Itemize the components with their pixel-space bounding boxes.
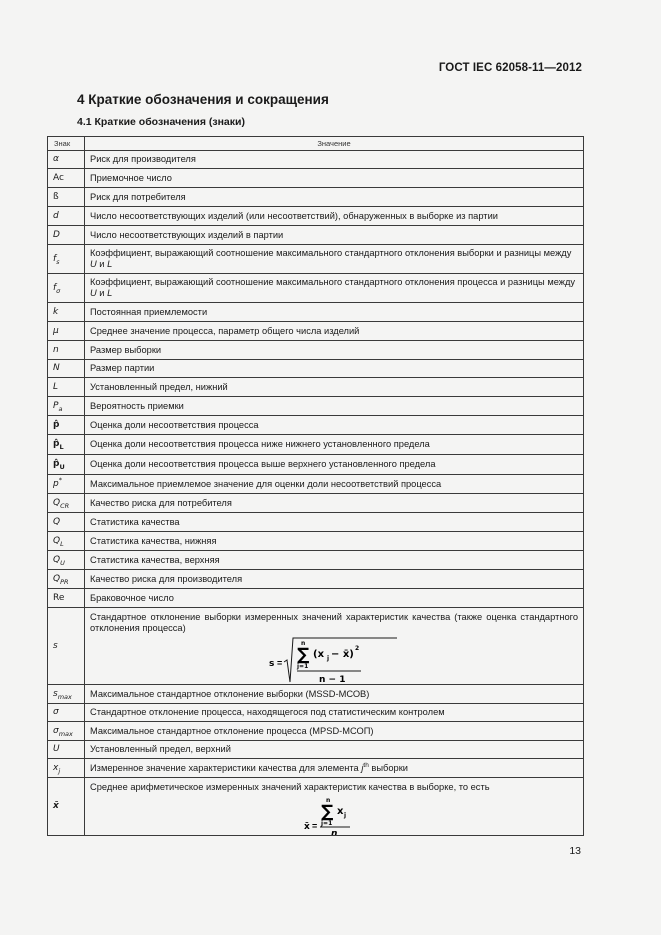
- meaning-text: [90, 173, 578, 184]
- meaning-text: [90, 536, 578, 547]
- table-row: [48, 274, 584, 303]
- sum-lower-limit: j=1: [321, 820, 333, 827]
- symbol-cell: [48, 778, 85, 836]
- meaning-cell: [85, 513, 584, 532]
- meaning-text: [90, 689, 578, 700]
- symbol-cell: [48, 226, 85, 245]
- table-row: [48, 416, 584, 435]
- meaning-text-main: Статистика качества, верхняя: [90, 554, 220, 565]
- symbol-text: s: [53, 688, 58, 699]
- symbol-subscript: a: [58, 404, 63, 413]
- sum-symbol: ∑: [321, 802, 334, 822]
- formula-lhs: x̄: [304, 822, 310, 832]
- formula-lhs: s: [269, 659, 275, 669]
- formula-term-rest: − x̄): [331, 649, 354, 660]
- table-row: [48, 513, 584, 532]
- std-dev-formula-graphic: [269, 636, 399, 684]
- symbol-cell: [48, 322, 85, 341]
- meaning-text-main: Стандартное отклонение процесса, находящегося под статистическим контролем: [90, 707, 445, 717]
- symbol-cell: [48, 397, 85, 416]
- table-row: [48, 704, 584, 722]
- meaning-cell: [85, 532, 584, 551]
- mean-formula: [90, 795, 578, 835]
- table-row: [48, 378, 584, 397]
- symbol-subscript: max: [58, 729, 73, 738]
- sum-upper-limit: n: [301, 640, 306, 647]
- symbol-text: x: [53, 762, 59, 773]
- formula-term: x: [337, 806, 344, 817]
- symbol-text: P: [53, 400, 59, 411]
- symbol-text: L: [53, 381, 59, 392]
- symbol-text: μ: [53, 325, 59, 336]
- table-row: [48, 551, 584, 570]
- mean-formula-graphic: [304, 795, 364, 835]
- table-row: [48, 169, 584, 188]
- meaning-cell: [85, 188, 584, 207]
- meaning-text: [90, 498, 578, 509]
- symbol-text: p̂: [53, 439, 60, 449]
- symbol-cell: [48, 151, 85, 169]
- symbol-cell: [48, 551, 85, 570]
- meaning-text: [90, 154, 578, 165]
- symbol-text: Q: [53, 497, 61, 508]
- table-row: [48, 245, 584, 274]
- symbol-cell: [48, 455, 85, 475]
- symbol-cell: [48, 341, 85, 360]
- meaning-text: [90, 726, 578, 737]
- table-row: [48, 151, 584, 169]
- meaning-text: [90, 574, 578, 585]
- symbol-cell: [48, 245, 85, 274]
- table-row: [48, 608, 584, 685]
- symbol-text: σ: [53, 725, 59, 736]
- meaning-cell: [85, 589, 584, 608]
- symbol-cell: [48, 169, 85, 188]
- symbol-text: D: [53, 229, 60, 240]
- meaning-text-main: Вероятность приемки: [90, 400, 184, 411]
- meaning-text: [90, 420, 578, 431]
- meaning-text-main: Качество риска для потребителя: [90, 497, 232, 508]
- symbol-cell: [48, 207, 85, 226]
- limit-symbol: U: [90, 288, 97, 298]
- meaning-text: [90, 248, 578, 270]
- meaning-cell: [85, 341, 584, 360]
- symbol-cell: [48, 494, 85, 513]
- symbol-text: f: [53, 253, 57, 264]
- meaning-text: [90, 608, 578, 634]
- formula-term-subscript: j: [327, 655, 330, 662]
- symbol-subscript: CR: [60, 501, 70, 510]
- meaning-text-main: Оценка доли несоответствия процесса выше верхнего установленного предела: [90, 459, 436, 469]
- subsection-title: 4.1 Краткие обозначения (знаки): [77, 116, 245, 128]
- symbol-text: α: [53, 154, 59, 164]
- meaning-text: [90, 230, 578, 241]
- meaning-text: [90, 307, 578, 318]
- std-dev-formula: [90, 636, 578, 684]
- meaning-cell: [85, 274, 584, 303]
- symbol-cell: [48, 303, 85, 322]
- equals-sign: =: [312, 821, 318, 831]
- symbol-text: k: [53, 306, 59, 317]
- symbol-subscript: j: [58, 766, 61, 775]
- meaning-text: [90, 778, 578, 793]
- table-row: [48, 570, 584, 589]
- meaning-cell: [85, 322, 584, 341]
- meaning-text-main: Размер партии: [90, 363, 155, 373]
- meaning-cell: [85, 778, 584, 836]
- meaning-text: [90, 707, 578, 718]
- symbol-cell: [48, 608, 85, 685]
- symbol-text: d: [53, 210, 59, 221]
- symbol-text: n: [53, 344, 59, 355]
- limit-symbol: U: [90, 259, 97, 269]
- standard-code: ГОСТ IEC 62058-11—2012: [438, 62, 582, 74]
- symbol-text: ß: [53, 191, 59, 202]
- meaning-text-main: Стандартное отклонение выборки измеренных значений характеристик качества (также оценка стандартного отклонения процесса): [90, 612, 578, 633]
- meaning-text-main: Установленный предел, верхний: [90, 744, 231, 754]
- symbol-subscript: L: [60, 539, 64, 548]
- table-row: [48, 207, 584, 226]
- symbol-text: Q: [53, 535, 61, 546]
- symbol-cell: [48, 704, 85, 722]
- meaning-text: [90, 479, 578, 490]
- meaning-text: [90, 326, 578, 337]
- ordinal-suffix: th: [363, 761, 369, 769]
- meaning-cell: [85, 759, 584, 778]
- column-header-symbol: Знак: [48, 137, 85, 151]
- sum-lower-limit: j=1: [297, 663, 309, 670]
- equals-sign: =: [277, 658, 283, 668]
- symbol-text: Re: [53, 592, 65, 603]
- symbol-subscript: max: [57, 692, 72, 701]
- table-row: [48, 188, 584, 207]
- table-row: [48, 722, 584, 741]
- meaning-cell: [85, 245, 584, 274]
- meaning-cell: [85, 722, 584, 741]
- table-row: [48, 589, 584, 608]
- table-row: [48, 685, 584, 704]
- meaning-text-main: Измеренное значение характеристики качества для элемента: [90, 762, 359, 773]
- meaning-tail: выборки: [368, 762, 408, 773]
- meaning-text: [90, 763, 578, 774]
- meaning-cell: [85, 570, 584, 589]
- meaning-text-main: Статистика качества: [90, 516, 180, 527]
- symbol-text: Q: [53, 554, 61, 565]
- symbol-cell: [48, 685, 85, 704]
- meaning-cell: [85, 378, 584, 397]
- table-row: [48, 226, 584, 245]
- symbol-cell: [48, 475, 85, 494]
- meaning-text-main: Браковочное число: [90, 592, 174, 603]
- symbol-text: σ: [53, 707, 59, 717]
- meaning-text: [90, 439, 578, 450]
- meaning-cell: [85, 494, 584, 513]
- meaning-text-main: Установленный предел, нижний: [90, 381, 228, 392]
- meaning-text-main: Коэффициент, выражающий соотношение максимального стандартного отклонения выборки и разницы между: [90, 248, 572, 258]
- table-row: [48, 475, 584, 494]
- table-row: [48, 303, 584, 322]
- page-number: 13: [569, 845, 581, 857]
- symbol-subscript: PR: [60, 577, 69, 586]
- meaning-text: [90, 363, 578, 374]
- meaning-text-main: Число несоответствующих изделий (или несоответствий), обнаруженных в выборке из партии: [90, 210, 498, 221]
- meaning-text-main: Оценка доли несоответствия процесса: [90, 419, 259, 430]
- symbol-text: U: [53, 744, 60, 754]
- symbol-cell: [48, 513, 85, 532]
- table-row: [48, 435, 584, 455]
- sum-upper-limit: n: [326, 797, 331, 804]
- formula-term: (x: [313, 649, 325, 660]
- table-row: [48, 341, 584, 360]
- meaning-cell: [85, 416, 584, 435]
- meaning-cell: [85, 551, 584, 570]
- meaning-text-main: Качество риска для производителя: [90, 573, 243, 584]
- symbol-superscript: *: [58, 475, 62, 484]
- symbol-text: Ac: [53, 172, 64, 183]
- meaning-cell: [85, 455, 584, 475]
- formula-square: 2: [355, 645, 360, 652]
- symbol-cell: [48, 741, 85, 759]
- index-symbol: j: [361, 762, 364, 773]
- meaning-text-main: Постоянная приемлемости: [90, 306, 208, 317]
- table-row: [48, 455, 584, 475]
- symbols-table: [47, 136, 584, 836]
- table-row: [48, 532, 584, 551]
- limit-symbol: L: [107, 288, 113, 298]
- symbol-text: p: [53, 478, 59, 489]
- meaning-text: [90, 401, 578, 412]
- conjunction: и: [96, 288, 108, 298]
- symbol-text: p̂: [53, 459, 60, 469]
- symbol-text: s: [53, 640, 58, 651]
- symbol-subscript: L: [59, 442, 64, 451]
- symbol-text: Q: [53, 516, 61, 527]
- meaning-text-main: Размер выборки: [90, 344, 162, 355]
- meaning-cell: [85, 435, 584, 455]
- meaning-cell: [85, 475, 584, 494]
- meaning-cell: [85, 608, 584, 685]
- meaning-text-main: Оценка доли несоответствия процесса ниже нижнего установленного предела: [90, 439, 430, 449]
- meaning-text: [90, 192, 578, 203]
- limit-symbol: L: [107, 259, 113, 269]
- symbol-cell: [48, 416, 85, 435]
- conjunction: и: [96, 259, 108, 269]
- meaning-text: [90, 517, 578, 528]
- meaning-text-main: Коэффициент, выражающий соотношение максимального стандартного отклонения процесса и разницы между: [90, 277, 576, 287]
- symbol-cell: [48, 435, 85, 455]
- symbol-text: f: [53, 282, 57, 293]
- table-row: [48, 397, 584, 416]
- table-row: [48, 778, 584, 836]
- meaning-cell: [85, 169, 584, 188]
- symbol-cell: [48, 722, 85, 741]
- meaning-text: [90, 593, 578, 604]
- formula-term-subscript: j: [344, 812, 347, 819]
- symbol-text: p̂: [53, 419, 60, 430]
- meaning-cell: [85, 685, 584, 704]
- symbol-cell: [48, 360, 85, 378]
- meaning-text-main: Среднее арифметическое измеренных значений характеристик качества в выборке, то есть: [90, 782, 490, 792]
- symbol-subscript: s: [56, 257, 60, 266]
- meaning-text-main: Риск для потребителя: [90, 191, 186, 202]
- symbol-cell: [48, 570, 85, 589]
- symbol-text: x̄: [53, 801, 59, 811]
- symbol-cell: [48, 274, 85, 303]
- meaning-text-main: Статистика качества, нижняя: [90, 535, 217, 546]
- meaning-text-main: Среднее значение процесса, параметр общего числа изделий: [90, 325, 360, 336]
- symbol-cell: [48, 759, 85, 778]
- symbol-cell: [48, 188, 85, 207]
- meaning-text-main: Максимальное приемлемое значение для оценки доли несоответствий процесса: [90, 478, 442, 489]
- meaning-text: [90, 277, 578, 299]
- table-row: [48, 322, 584, 341]
- column-header-meaning: Значение: [85, 137, 584, 151]
- meaning-text-main: Максимальное стандартное отклонение выборки (MSSD-МСОВ): [90, 688, 370, 699]
- meaning-cell: [85, 741, 584, 759]
- meaning-text: [90, 382, 578, 393]
- table-row: [48, 494, 584, 513]
- meaning-text: [90, 459, 578, 470]
- section-title: 4 Краткие обозначения и сокращения: [77, 92, 329, 107]
- table-header-row: [48, 137, 584, 151]
- meaning-text-main: Число несоответствующих изделий в партии: [90, 229, 284, 240]
- meaning-cell: [85, 303, 584, 322]
- meaning-text: [90, 555, 578, 566]
- formula-denominator: n: [331, 829, 338, 835]
- table-row: [48, 741, 584, 759]
- meaning-text-main: Максимальное стандартное отклонение процесса (MPSD-МСОП): [90, 725, 374, 736]
- symbol-cell: [48, 378, 85, 397]
- meaning-cell: [85, 226, 584, 245]
- meaning-text: [90, 744, 578, 755]
- meaning-text-main: Приемочное число: [90, 172, 172, 183]
- meaning-cell: [85, 151, 584, 169]
- table-row: [48, 360, 584, 378]
- symbol-text: N: [53, 363, 60, 373]
- meaning-cell: [85, 397, 584, 416]
- symbol-text: Q: [53, 573, 61, 584]
- meaning-cell: [85, 207, 584, 226]
- table-row: [48, 759, 584, 778]
- formula-denominator: n − 1: [319, 675, 346, 684]
- meaning-cell: [85, 704, 584, 722]
- meaning-text-main: Риск для производителя: [90, 154, 196, 164]
- symbol-subscript: U: [59, 462, 65, 471]
- symbol-subscript: σ: [56, 286, 61, 295]
- symbol-cell: [48, 589, 85, 608]
- symbol-subscript: U: [60, 558, 65, 567]
- symbol-cell: [48, 532, 85, 551]
- meaning-text: [90, 211, 578, 222]
- sum-symbol: ∑: [297, 645, 310, 665]
- meaning-text: [90, 345, 578, 356]
- meaning-cell: [85, 360, 584, 378]
